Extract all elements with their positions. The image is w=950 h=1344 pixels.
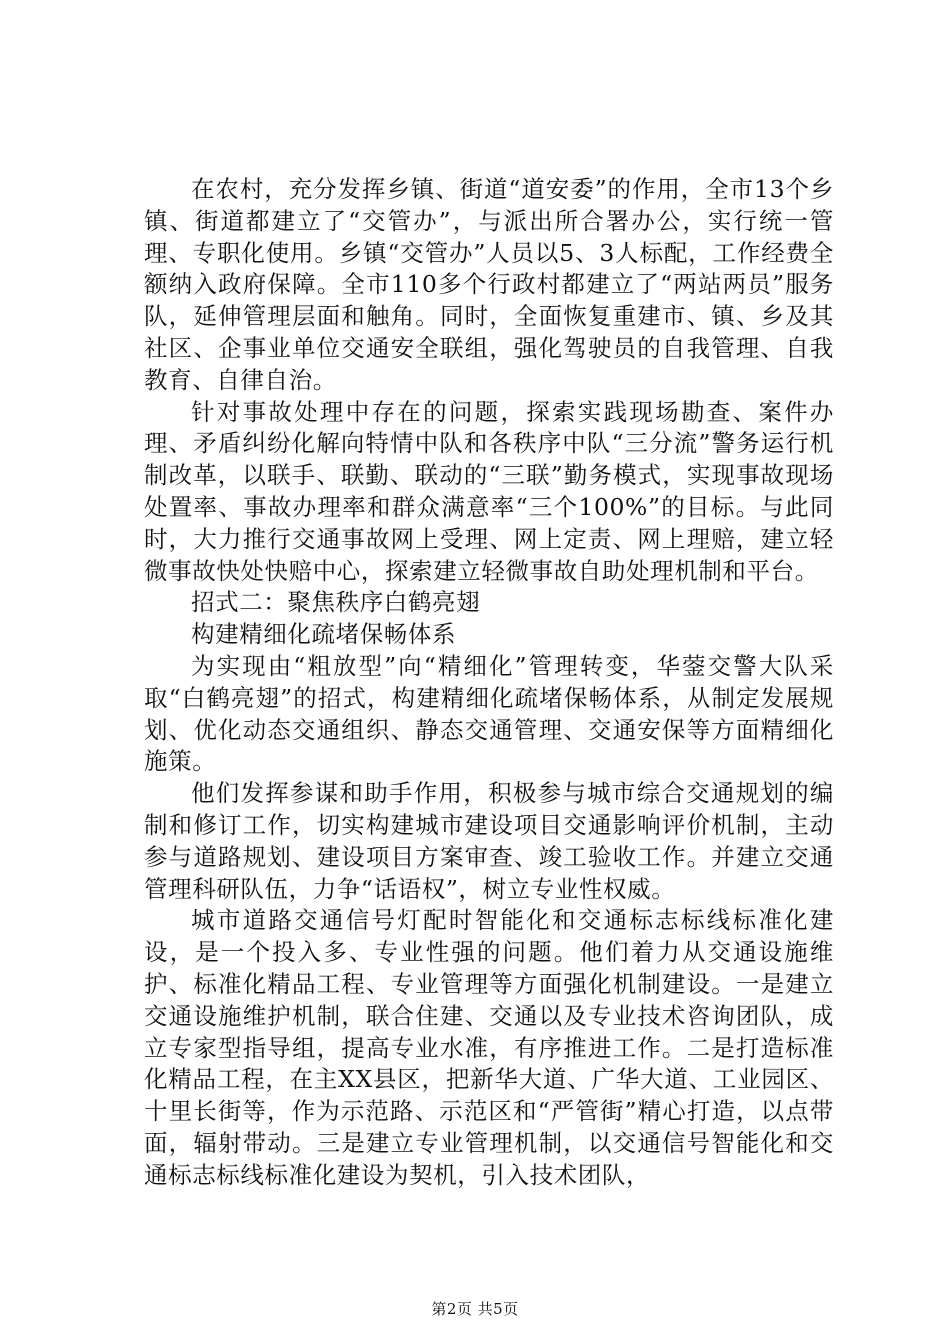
section-subheading: 构建精细化疏堵保畅体系: [191, 620, 457, 649]
document-body: [144, 174, 834, 1192]
paragraph-refined-management: 为实现由“粗放型”向“精细化”管理转变，华蓥交警大队采取“白鹤亮翅”的招式，构建精细化疏堵保畅体系，从制定发展规划、优化动态交通组织、静态交通管理、交通安保等方面精细化施策。: [144, 651, 834, 776]
section-heading: 招式二：聚焦秩序白鹤亮翅: [191, 588, 481, 617]
paragraph-accident-handling: 针对事故处理中存在的问题，探索实践现场勘查、案件办理、矛盾纠纷化解向特情中队和各秩序中队“三分流”警务运行机制改革，以联手、联勤、联动的“三联”勤务模式，实现事故现场处置率、事故办理率和群众满意率“三个100%”的目标。与此同时，大力推行交通事故网上受理、网上定责、网上理赔，建立轻微事故快处快赔中心，探索建立轻微事故自助处理机制和平台。: [144, 397, 834, 585]
page-number-footer: 第2页 共5页: [431, 1300, 519, 1318]
paragraph-signal-standardization: 城市道路交通信号灯配时智能化和交通标志标线标准化建设，是一个投入多、专业性强的问题。他们着力从交通设施维护、标准化精品工程、专业管理等方面强化机制建设。一是建立交通设施维护机制，联合住建、交通以及专业技术咨询团队，成立专家型指导组，提高专业水准，有序推进工作。二是打造标准化精品工程，在主XX县区，把新华大道、广华大道、工业园区、十里长街等，作为示范路、示范区和“严管街”精心打造，以点带面，辐射带动。三是建立专业管理机制，以交通信号智能化和交通标志标线标准化建设为契机，引入技术团队，: [144, 906, 834, 1189]
paragraph-planning-role: 他们发挥参谋和助手作用，积极参与城市综合交通规划的编制和修订工作，切实构建城市建设项目交通影响评价机制，主动参与道路规划、建设项目方案审查、竣工验收工作。并建立交通管理科研队伍，力争“话语权”，树立专业性权威。: [144, 779, 834, 903]
paragraph-rural-traffic-management: 在农村，充分发挥乡镇、街道“道安委”的作用，全市13个乡镇、街道都建立了“交管办”，与派出所合署办公，实行统一管理、专职化使用。乡镇“交管办”人员以5、3人标配，工作经费全额纳入政府保障。全市110多个行政村都建立了“两站两员”服务队，延伸管理层面和触角。同时，全面恢复重建市、镇、乡及其社区、企事业单位交通安全联组，强化驾驶员的自我管理、自我教育、自律自治。: [144, 175, 834, 394]
